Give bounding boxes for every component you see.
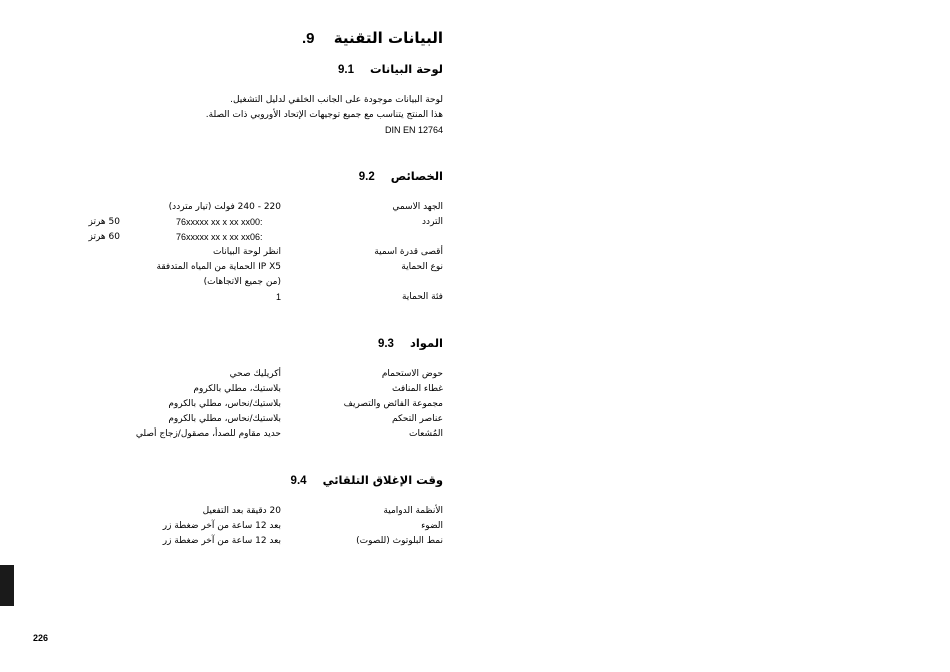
subsection-number: 9.3 bbox=[377, 338, 394, 350]
auto-off-label: الضوء bbox=[421, 521, 443, 531]
material-label: مجموعة الفائض والتصريف bbox=[343, 399, 443, 409]
material-label: عناصر التحكم bbox=[391, 414, 443, 424]
spec-value: (من جميع الاتجاهات) bbox=[203, 277, 281, 287]
spec-label: نوع الحماية bbox=[401, 262, 443, 272]
material-value: بلاستيك/نحاس، مطلي بالكروم bbox=[168, 414, 281, 424]
spec-value: 220 - 240 فولت (تيار متردد) bbox=[168, 202, 281, 212]
auto-off-value: 20 دقيقة بعد التفعيل bbox=[202, 506, 281, 516]
paragraph-line: هذا المنتج يتناسب مع جميع توجيهات الإتحاد الأوروبي ذات الصلة. bbox=[205, 110, 443, 120]
spec-value: 76xxxxx xx x xx xx06: bbox=[176, 232, 263, 242]
section-title: البيانات التقنية bbox=[333, 29, 443, 47]
subsection-title: وقت الإغلاق التلقائي bbox=[322, 473, 443, 487]
subsection-heading-materials bbox=[378, 336, 443, 350]
material-label: المُشعات bbox=[408, 429, 443, 439]
spec-label: التردد bbox=[422, 217, 443, 227]
auto-off-value: بعد 12 ساعة من آخر ضغطة زر bbox=[162, 536, 281, 546]
spec-value: 1 bbox=[275, 292, 281, 302]
subsection-number: 9.2 bbox=[358, 171, 375, 183]
chapter-tab-marker bbox=[0, 565, 14, 606]
section-number: 9. bbox=[302, 30, 315, 47]
spec-label: الجهد الاسمي bbox=[392, 202, 443, 212]
subsection-number: 9.1 bbox=[338, 64, 355, 76]
material-label: حوض الاستحمام bbox=[381, 369, 443, 379]
subsection-title: المواد bbox=[409, 336, 443, 350]
subsection-heading-specs bbox=[359, 169, 443, 183]
spec-frequency: 50 هرتز bbox=[88, 217, 120, 227]
subsection-heading-auto-off bbox=[291, 473, 443, 487]
spec-value: انظر لوحة البيانات bbox=[213, 247, 281, 257]
auto-off-label: الأنظمة الدوامية bbox=[383, 506, 443, 516]
subsection-title: الخصائص bbox=[390, 169, 443, 183]
material-value: أكريليك صحي bbox=[229, 369, 281, 379]
spec-value: 76xxxxx xx x xx xx00: bbox=[176, 217, 263, 227]
material-value: حديد مقاوم للصدأ، مصقول/زجاج أصلي bbox=[135, 429, 281, 439]
page-number: 226 bbox=[33, 633, 49, 643]
subsection-heading-data-plate bbox=[338, 62, 443, 76]
material-value: بلاستيك، مطلي بالكروم bbox=[193, 384, 281, 394]
spec-label: أقصى قدرة اسمية bbox=[374, 247, 443, 257]
spec-frequency: 60 هرتز bbox=[88, 232, 120, 242]
material-label: غطاء المنافث bbox=[392, 384, 443, 394]
auto-off-value: بعد 12 ساعة من آخر ضغطة زر bbox=[162, 521, 281, 531]
spec-label: فئة الحماية bbox=[401, 292, 443, 302]
subsection-number: 9.4 bbox=[290, 475, 307, 487]
material-value: بلاستيك/نحاس، مطلي بالكروم bbox=[168, 399, 281, 409]
standard-reference: DIN EN 12764 bbox=[384, 125, 443, 135]
paragraph-line: لوحة البيانات موجودة على الجانب الخلفي لدليل التشغيل. bbox=[230, 95, 443, 105]
section-heading bbox=[302, 29, 443, 47]
spec-value: IP X5 الحماية من المياه المتدفقة bbox=[156, 262, 281, 272]
subsection-title: لوحة البيانات bbox=[370, 62, 443, 76]
auto-off-label: نمط البلوتوث (للصوت) bbox=[356, 536, 443, 546]
